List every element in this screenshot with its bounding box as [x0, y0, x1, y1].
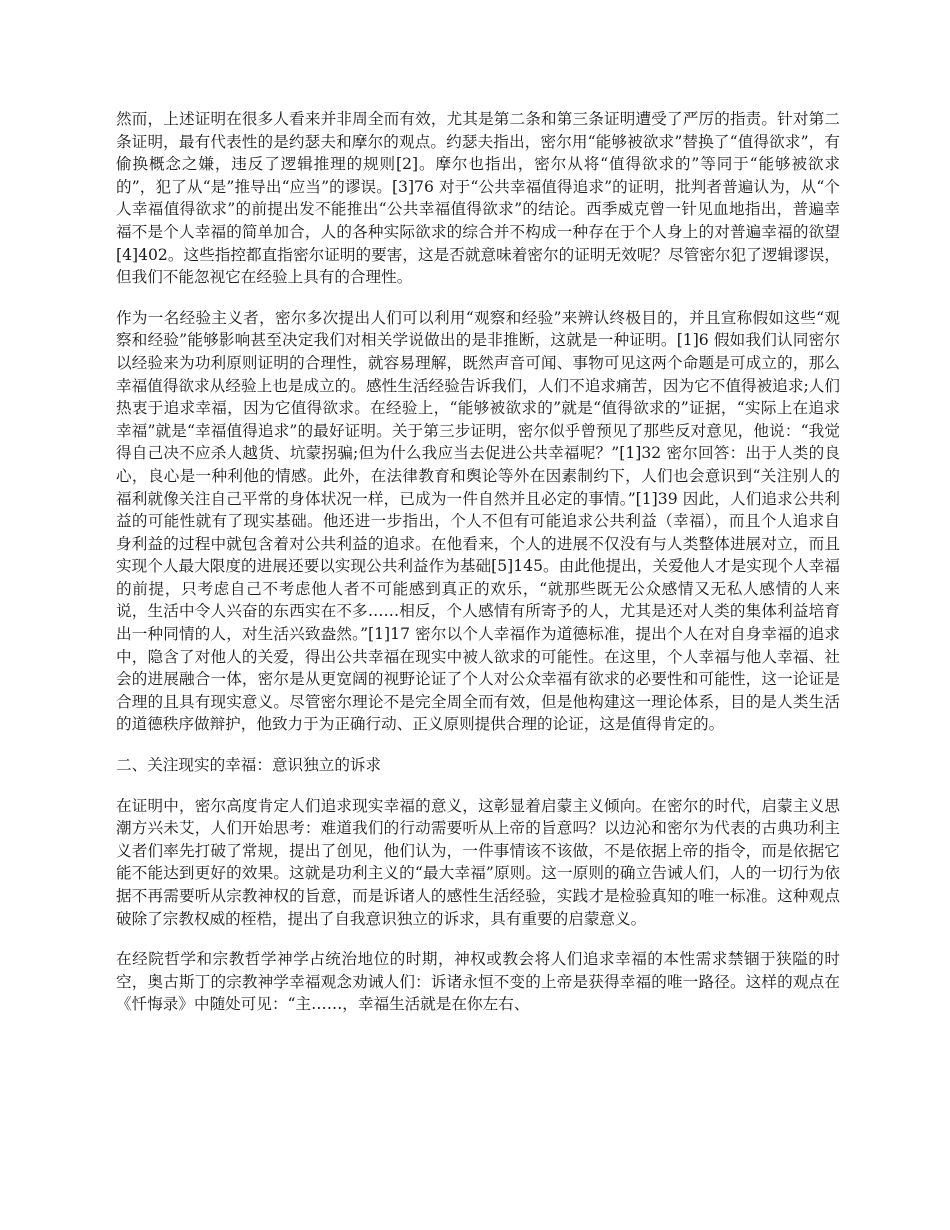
- document-body: [116, 108, 840, 1034]
- paragraph-4: 在经院哲学和宗教哲学神学占统治地位的时期，神权或教会将人们追求幸福的本性需求禁锢于狭隘的时空，奥古斯丁的宗教神学幸福观念劝诫人们：诉诸永恒不变的上帝是获得幸福的唯一路径。这样的观点在《忏悔录》中随处可见：“主……，幸福生活就是在你左右、: [116, 950, 840, 1014]
- section-heading: 二、关注现实的幸福：意识独立的诉求: [116, 756, 382, 775]
- paragraph-2: 作为一名经验主义者，密尔多次提出人们可以利用“观察和经验”来辨认终极目的，并且宣称假如这些“观察和经验”能够影响甚至决定我们对相关学说做出的是非推断，这就是一种证明。[1]6 假如我们认同密尔以经验来为功利原则证明的合理性，就容易理解，既然声音可闻、事物可见这两个命题是可成立的，那么幸福值得欲求从经验上也是成立的。感性生活经验告诉我们，人们不追求痛苦，因为它不值得被追求;人们热衷于追求幸福，因为它值得欲求。在经验上，“能够被欲求的”就是“值得欲求的”证据，“实际上在追求幸福”就是“幸福值得追求”的最好证明。关于第三步证明，密尔似乎曾预见了那些反对意见，他说：“我觉得自己决不应杀人越货、坑蒙拐骗;但为什么我应当去促进公共幸福呢？”[1]32 密尔回答：出于人类的良心，良心是一种利他的情感。此外，在法律教育和舆论等外在因素制约下，人们也会意识到“关注别人的福利就像关注自己平常的身体状况一样，已成为一件自然并且必定的事情。”[1]39 因此，人们追求公共利益的可能性就有了现实基础。他还进一步指出，个人不但有可能追求公共利益（幸福），而且个人追求自身利益的过程中就包含着对公共利益的追求。在他看来，个人的进展不仅没有与人类整体进展对立，而且实现个人最大限度的进展还要以实现公共利益作为基础[5]145。由此他提出，关爱他人才是实现个人幸福的前提，只考虑自己不考虑他人者不可能感到真正的欢乐，“就那些既无公众感情又无私人感情的人来说，生活中令人兴奋的东西实在不多……相反，个人感情有所寄予的人，尤其是还对人类的集体利益培育出一种同情的人，对生活兴致盎然。”[1]17 密尔以个人幸福作为道德标准，提出个人在对自身幸福的追求中，隐含了对他人的关爱，得出公共幸福在现实中被人欲求的可能性。在这里，个人幸福与他人幸福、社会的进展融合一体，密尔是从更宽阔的视野论证了个人对公众幸福有欲求的必要性和可能性，这一论证是合理的且具有现实意义。尽管密尔理论不是完全周全而有效，但是他构建这一理论体系，目的是人类生活的道德秩序做辩护，他致力于为正确行动、正义原则提供合理的论证，这是值得肯定的。: [116, 308, 840, 734]
- paragraph-1: 然而，上述证明在很多人看来并非周全而有效，尤其是第二条和第三条证明遭受了严厉的指责。针对第二条证明，最有代表性的是约瑟夫和摩尔的观点。约瑟夫指出，密尔用“能够被欲求”替换了“值得欲求”，有偷换概念之嫌，违反了逻辑推理的规则[2]。摩尔也指出，密尔从将“值得欲求的”等同于“能够被欲求的”，犯了从“是”推导出“应当”的谬误。[3]76 对于“公共幸福值得追求”的证明，批判者普遍认为，从“个人幸福值得欲求”的前提出发不能推出“公共幸福值得欲求”的结论。西季威克曾一针见血地指出，普遍幸福不是个人幸福的简单加合，人的各种实际欲求的综合并不构成一种存在于个人身上的对普遍幸福的欲望[4]402。这些指控都直指密尔证明的要害，这是否就意味着密尔的证明无效呢？尽管密尔犯了逻辑谬误，但我们不能忽视它在经验上具有的合理性。: [116, 110, 840, 287]
- paragraph-3: 在证明中，密尔高度肯定人们追求现实幸福的意义，这彰显着启蒙主义倾向。在密尔的时代，启蒙主义思潮方兴未艾，人们开始思考：难道我们的行动需要听从上帝的旨意吗？以边沁和密尔为代表的古典功利主义者们率先打破了常规，提出了创见，他们认为，一件事情该不该做，不是依据上帝的指令，而是依据它能不能达到更好的效果。这就是功利主义的“最大幸福”原则。这一原则的确立告诫人们，人的一切行为依据不再需要听从宗教神权的旨意，而是诉诸人的感性生活经验，实践才是检验真知的唯一标准。这种观点破除了宗教权威的桎梏，提出了自我意识独立的诉求，具有重要的启蒙意义。: [116, 796, 840, 928]
